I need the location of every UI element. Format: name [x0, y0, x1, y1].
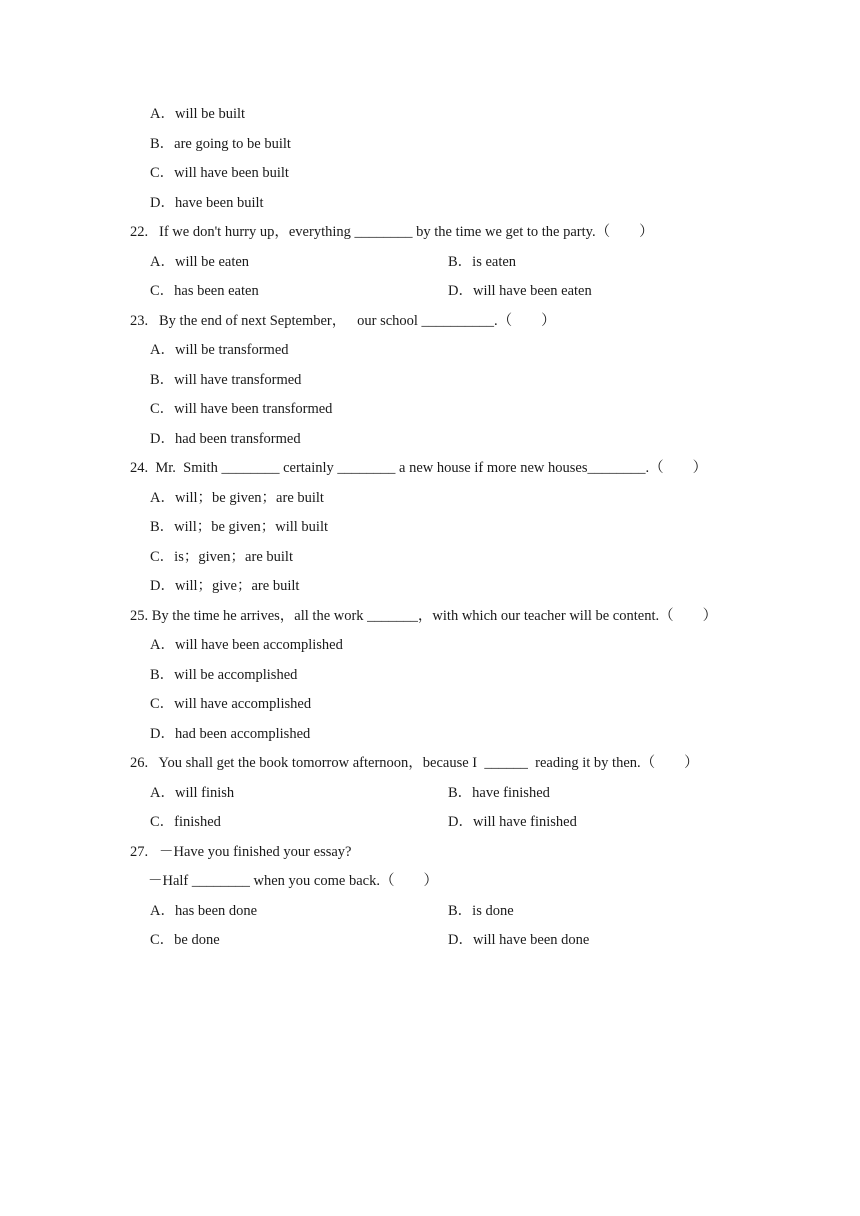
- q22-stem: 22. If we don't hurry up，everything ________ by the time we get to the party.（ ）: [130, 224, 654, 240]
- q25-option-b: B．will be accomplished: [150, 667, 298, 683]
- q26-option-a: A．will finish: [150, 785, 235, 801]
- q26-option-c: C．finished: [150, 814, 221, 830]
- q27-option-a: A．has been done: [150, 903, 258, 919]
- q21-option-a: A．will be built: [150, 106, 246, 122]
- q22-option-a: A．will be eaten: [150, 254, 250, 270]
- q27-option-d: D．will have been done: [448, 932, 590, 948]
- q25-option-d: D．had been accomplished: [150, 726, 311, 742]
- q27-option-b: B．is done: [448, 903, 514, 919]
- q24-option-b: B．will；be given；will built: [150, 519, 329, 535]
- q26-option-d: D．will have finished: [448, 814, 577, 830]
- q21-option-c: C．will have been built: [150, 165, 289, 181]
- q25-stem: 25. By the time he arrives，all the work _______，with which our teacher will be content.（ ）: [130, 608, 718, 624]
- q24-stem: 24. Mr. Smith ________ certainly ________ a new house if more new houses________.（ ）: [130, 460, 708, 476]
- q22-option-d: D．will have been eaten: [448, 283, 592, 299]
- q24-option-d: D．will；give；are built: [150, 578, 300, 594]
- q22-option-b: B．is eaten: [448, 254, 517, 270]
- q23-option-c: C．will have been transformed: [150, 401, 333, 417]
- q27-stem: 27. －Have you finished your essay?: [130, 844, 352, 860]
- q24-option-c: C．is；given；are built: [150, 549, 293, 565]
- q22-option-c: C．has been eaten: [150, 283, 259, 299]
- q21-option-b: B．are going to be built: [150, 136, 291, 152]
- q25-option-c: C．will have accomplished: [150, 696, 312, 712]
- q26-stem: 26. You shall get the book tomorrow afternoon，because I ______ reading it by then.（ ）: [130, 755, 699, 771]
- q23-option-d: D．had been transformed: [150, 431, 301, 447]
- q26-option-b: B．have finished: [448, 785, 550, 801]
- q23-option-b: B．will have transformed: [150, 372, 302, 388]
- q27-option-c: C．be done: [150, 932, 220, 948]
- q24-option-a: A．will；be given；are built: [150, 490, 324, 506]
- q25-option-a: A．will have been accomplished: [150, 637, 343, 653]
- q23-stem: 23. By the end of next September， our school __________.（ ）: [130, 313, 556, 329]
- q27-stem-line2: －Half ________ when you come back.（ ）: [148, 873, 438, 889]
- q21-option-d: D．have been built: [150, 195, 264, 211]
- q23-option-a: A．will be transformed: [150, 342, 289, 358]
